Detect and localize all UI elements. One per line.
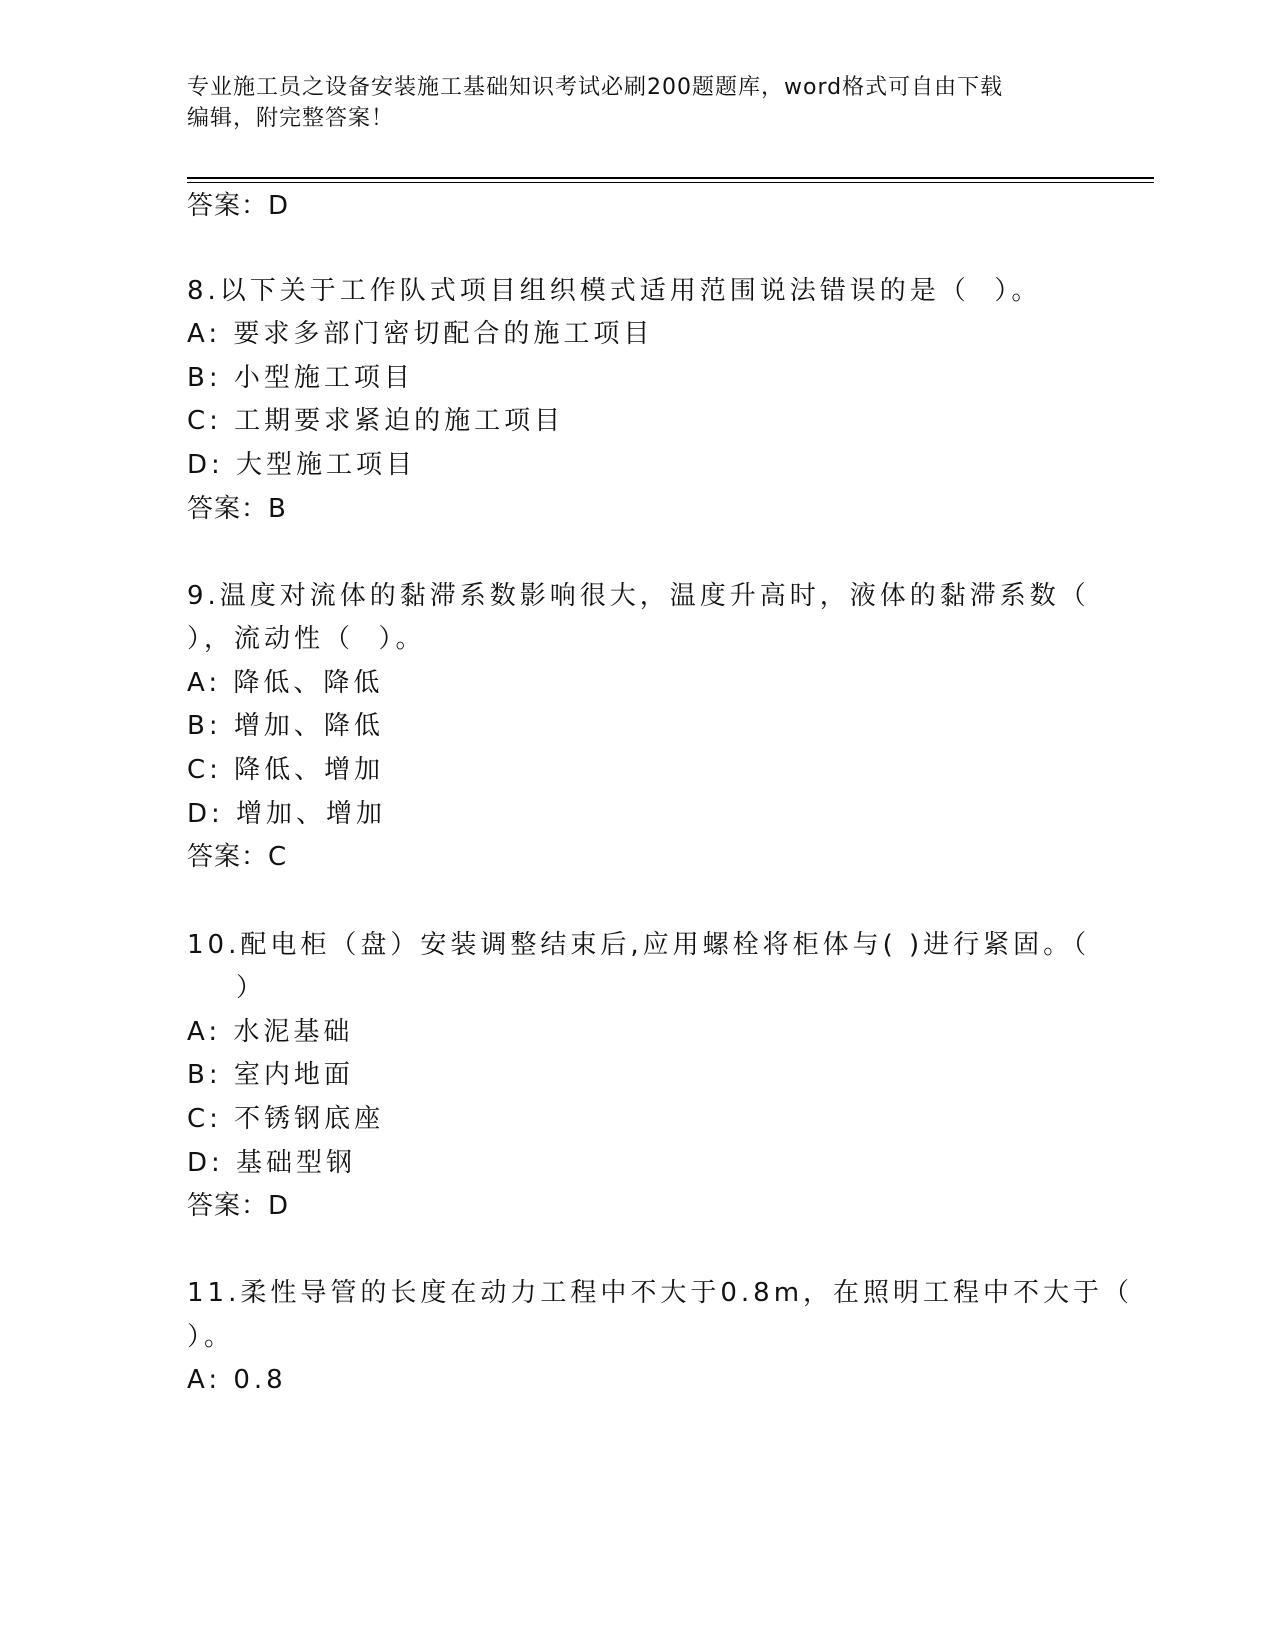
option-a: A: 0.8 [187, 1365, 287, 1395]
question-stem-cont: ）。 [187, 1322, 235, 1352]
header-line-1: 专业施工员之设备安装施工基础知识考试必刷200题题库，word格式可自由下载 [187, 75, 1004, 100]
option-c: C: 工期要求紧迫的施工项目 [187, 406, 565, 436]
question-stem-cont: ） [187, 973, 267, 1003]
header-rule-thick [187, 177, 1154, 179]
document-header [187, 72, 1067, 134]
question-stem: 8.以下关于工作队式项目组织模式适用范围说法错误的是（ ）。 [187, 276, 1042, 306]
option-a: A: 要求多部门密切配合的施工项目 [187, 319, 654, 349]
option-b: B: 室内地面 [187, 1060, 354, 1090]
option-d: D: 增加、增加 [187, 799, 387, 829]
header-rule-thin [187, 182, 1154, 183]
answer-line: 答案：D [187, 191, 290, 221]
answer-line: 答案：D [187, 1191, 290, 1221]
question-stem-cont: ），流动性（ ）。 [187, 624, 426, 654]
answer-line: 答案：C [187, 842, 288, 872]
header-line-2: 编辑，附完整答案！ [187, 106, 395, 131]
option-a: A: 水泥基础 [187, 1017, 354, 1047]
answer-line: 答案：B [187, 494, 287, 524]
option-b: B: 增加、降低 [187, 711, 384, 741]
option-c: C: 降低、增加 [187, 755, 385, 785]
option-a: A: 降低、降低 [187, 668, 384, 698]
option-d: D: 基础型钢 [187, 1148, 357, 1178]
question-stem: 9.温度对流体的黏滞系数影响很大，温度升高时，液体的黏滞系数（ [187, 581, 1090, 611]
option-b: B: 小型施工项目 [187, 363, 414, 393]
question-stem: 11.柔性导管的长度在动力工程中不大于0.8m，在照明工程中不大于（ [187, 1278, 1134, 1308]
option-c: C: 不锈钢底座 [187, 1104, 385, 1134]
question-stem: 10.配电柜（盘）安装调整结束后,应用螺栓将柜体与( )进行紧固。（ [187, 930, 1091, 960]
option-d: D: 大型施工项目 [187, 450, 417, 480]
